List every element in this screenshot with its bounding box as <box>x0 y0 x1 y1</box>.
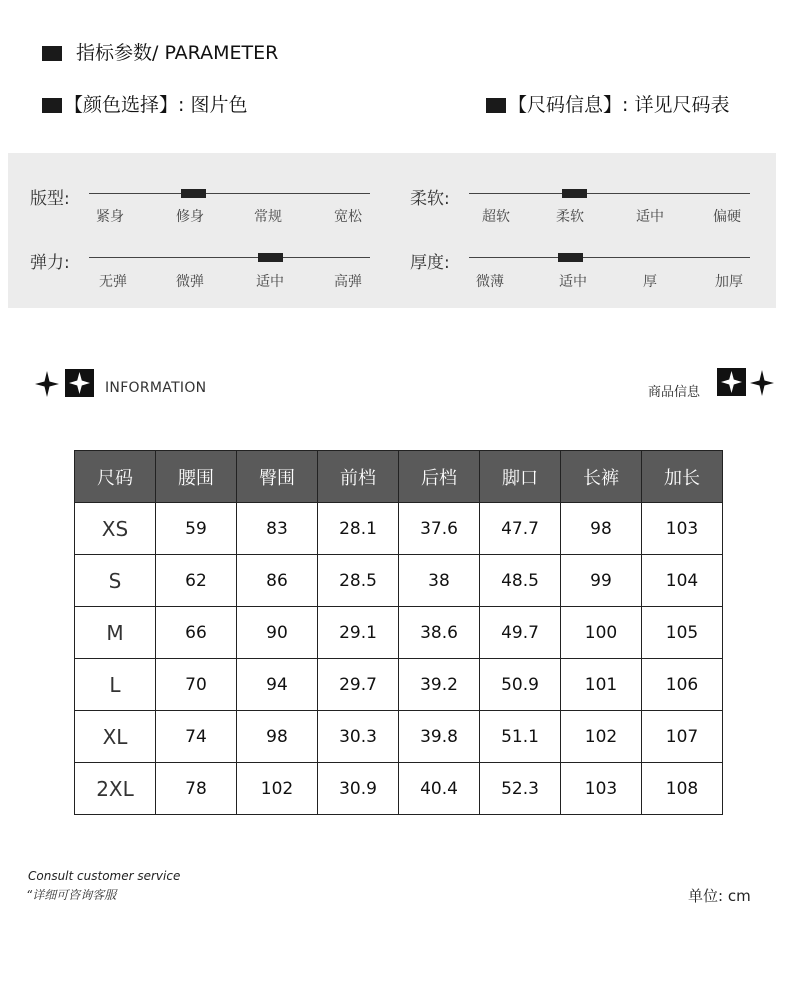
table-row <box>75 503 723 555</box>
table-cell: 39.2 <box>399 659 480 711</box>
table-cell: 102 <box>237 763 318 815</box>
consult-note-en: Consult customer service <box>28 869 181 883</box>
color-selection <box>42 90 247 117</box>
table-cell: 30.3 <box>318 711 399 763</box>
table-cell: 90 <box>237 607 318 659</box>
table-cell: 37.6 <box>399 503 480 555</box>
table-cell: 94 <box>237 659 318 711</box>
table-cell: 101 <box>561 659 642 711</box>
table-cell: 102 <box>561 711 642 763</box>
square-bullet-icon <box>486 98 506 113</box>
parameter-heading <box>42 38 278 65</box>
size-info <box>486 90 729 117</box>
table-row <box>75 711 723 763</box>
product-info-title: 商品信息 <box>648 385 701 400</box>
size-table <box>74 450 723 815</box>
table-cell: 49.7 <box>480 607 561 659</box>
fit-scale-marker <box>181 189 206 198</box>
column-header: 长裤 <box>561 451 642 503</box>
column-header: 前档 <box>318 451 399 503</box>
softness-scale-line <box>469 193 750 194</box>
table-cell: 47.7 <box>480 503 561 555</box>
table-cell: 52.3 <box>480 763 561 815</box>
table-cell: 106 <box>642 659 723 711</box>
unit-label: 单位: cm <box>688 887 751 905</box>
elasticity-scale-line <box>89 257 370 258</box>
thickness-scale-marker <box>558 253 583 262</box>
fit-label: 版型: <box>30 189 70 209</box>
softness-option: 偏硬 <box>713 209 741 225</box>
softness-label: 柔软: <box>410 189 450 209</box>
thickness-option: 微薄 <box>476 274 504 290</box>
table-cell: 103 <box>642 503 723 555</box>
table-cell: 107 <box>642 711 723 763</box>
sparkle-decoration-right <box>716 368 776 398</box>
table-cell: 59 <box>156 503 237 555</box>
table-row <box>75 607 723 659</box>
table-cell: 108 <box>642 763 723 815</box>
table-cell: 62 <box>156 555 237 607</box>
table-cell: 28.5 <box>318 555 399 607</box>
table-cell: 98 <box>561 503 642 555</box>
elasticity-option: 无弹 <box>99 274 127 290</box>
size-cell: M <box>75 607 156 659</box>
size-cell: XS <box>75 503 156 555</box>
thickness-option: 适中 <box>559 274 587 290</box>
column-header: 腰围 <box>156 451 237 503</box>
table-cell: 29.7 <box>318 659 399 711</box>
table-cell: 86 <box>237 555 318 607</box>
sparkle-icon <box>35 371 59 397</box>
table-cell: 51.1 <box>480 711 561 763</box>
column-header: 加长 <box>642 451 723 503</box>
size-cell: S <box>75 555 156 607</box>
softness-option: 超软 <box>482 209 510 225</box>
parameter-title: 指标参数/ PARAMETER <box>76 42 279 64</box>
consult-note-cn: “详细可咨询客服 <box>26 888 117 902</box>
size-cell: 2XL <box>75 763 156 815</box>
fit-scale-line <box>89 193 370 194</box>
table-cell: 100 <box>561 607 642 659</box>
table-cell: 99 <box>561 555 642 607</box>
information-title: INFORMATION <box>105 380 207 396</box>
softness-scale-marker <box>562 189 587 198</box>
table-cell: 48.5 <box>480 555 561 607</box>
elasticity-option: 高弹 <box>334 274 362 290</box>
thickness-option: 加厚 <box>715 274 743 290</box>
square-bullet-icon <box>42 98 62 113</box>
table-cell: 98 <box>237 711 318 763</box>
table-row <box>75 659 723 711</box>
color-selection-label: 【颜色选择】: 图片色 <box>64 94 248 116</box>
table-cell: 29.1 <box>318 607 399 659</box>
table-cell: 78 <box>156 763 237 815</box>
table-cell: 40.4 <box>399 763 480 815</box>
table-cell: 103 <box>561 763 642 815</box>
table-cell: 66 <box>156 607 237 659</box>
elasticity-option: 适中 <box>256 274 284 290</box>
table-row <box>75 763 723 815</box>
softness-option: 柔软 <box>556 209 584 225</box>
sparkle-decoration-left <box>35 369 95 399</box>
table-header-row <box>75 451 723 503</box>
table-cell: 74 <box>156 711 237 763</box>
fit-option: 修身 <box>176 209 204 225</box>
table-cell: 105 <box>642 607 723 659</box>
elasticity-option: 微弹 <box>176 274 204 290</box>
table-cell: 104 <box>642 555 723 607</box>
fit-option: 常规 <box>254 209 282 225</box>
thickness-label: 厚度: <box>410 253 450 273</box>
table-cell: 38 <box>399 555 480 607</box>
thickness-scale-line <box>469 257 750 258</box>
sparkle-icon <box>750 370 774 396</box>
column-header: 后档 <box>399 451 480 503</box>
table-cell: 70 <box>156 659 237 711</box>
table-cell: 39.8 <box>399 711 480 763</box>
size-cell: XL <box>75 711 156 763</box>
column-header: 脚口 <box>480 451 561 503</box>
table-cell: 30.9 <box>318 763 399 815</box>
softness-option: 适中 <box>636 209 664 225</box>
table-cell: 38.6 <box>399 607 480 659</box>
square-bullet-icon <box>42 46 62 61</box>
table-cell: 28.1 <box>318 503 399 555</box>
size-cell: L <box>75 659 156 711</box>
column-header: 臀围 <box>237 451 318 503</box>
size-info-label: 【尺码信息】: 详见尺码表 <box>508 94 730 116</box>
fit-option: 紧身 <box>96 209 124 225</box>
fit-option: 宽松 <box>334 209 362 225</box>
elasticity-label: 弹力: <box>30 253 70 273</box>
elasticity-scale-marker <box>258 253 283 262</box>
table-row <box>75 555 723 607</box>
thickness-option: 厚 <box>643 274 657 290</box>
table-cell: 83 <box>237 503 318 555</box>
table-cell: 50.9 <box>480 659 561 711</box>
column-header: 尺码 <box>75 451 156 503</box>
